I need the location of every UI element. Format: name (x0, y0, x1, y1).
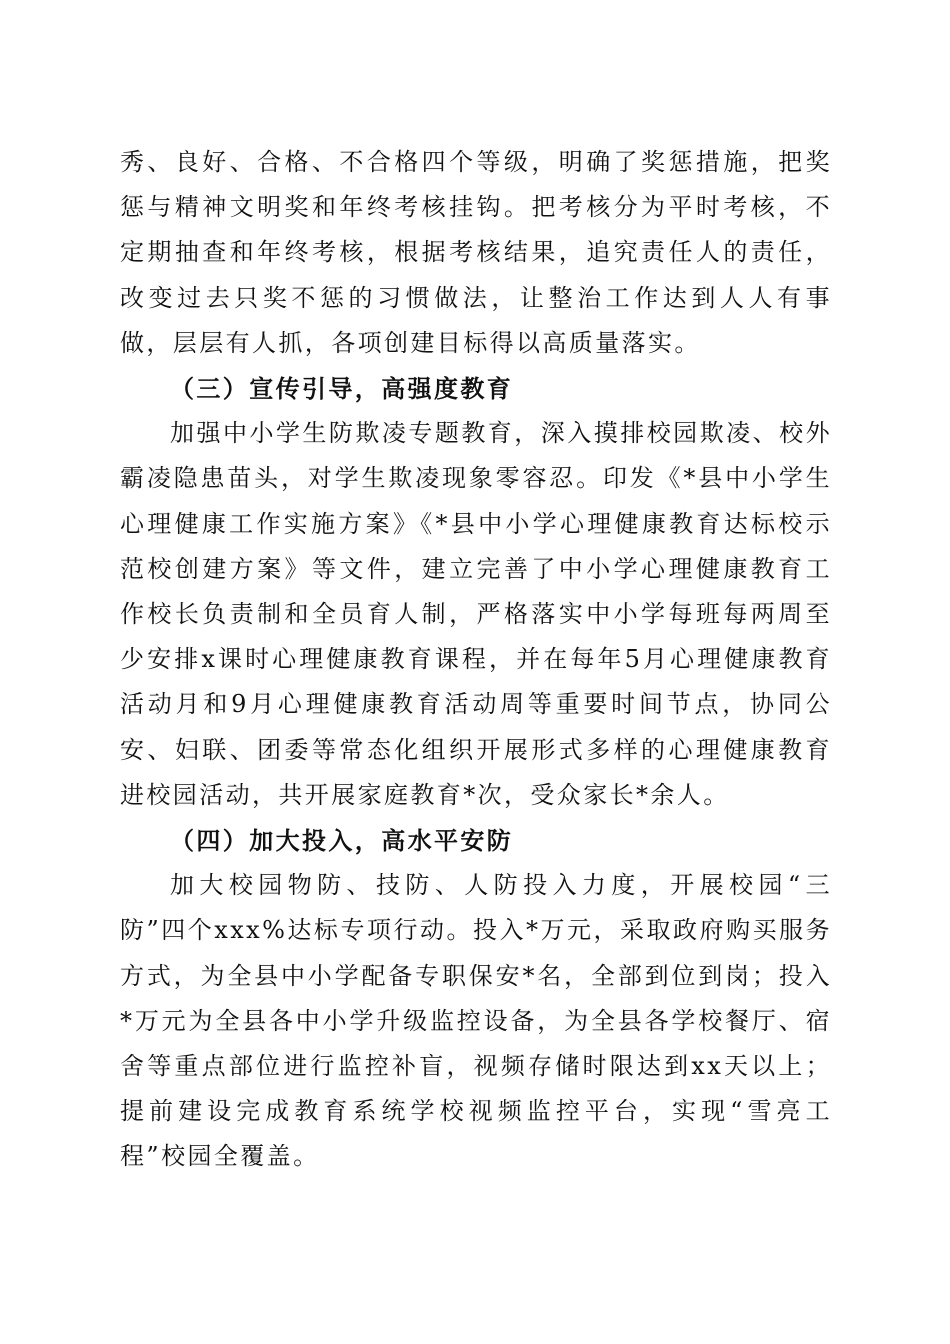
section-heading-publicity: （三）宣传引导，高强度教育 (170, 374, 514, 404)
paragraph-anti-bullying-education: 加强中小学生防欺凌专题教育，深入摸排校园欺凌、校外霸凌隐患苗头，对学生欺凌现象零容忍。印发《*县中小学生心理健康工作实施方案》《*县中小学心理健康教育达标校示范校创建方案》等文件，建立完善了中小学心理健康教育工作校长负责制和全员育人制，严格落实中小学每班每两周至少安排x课时心理健康教育课程，并在每年5月心理健康教育活动月和9月心理健康教育活动周等重要时间节点，协同公安、妇联、团委等常态化组织开展形式多样的心理健康教育进校园活动，共开展家庭教育*次，受众家长*余人。 (120, 419, 832, 809)
document-body (120, 140, 832, 1180)
section-heading-investment: （四）加大投入，高水平安防 (170, 826, 514, 856)
paragraph-security-investment: 加大校园物防、技防、人防投入力度，开展校园“三防”四个xxx%达标专项行动。投入*万元，采取政府购买服务方式，为全县中小学配备专职保安*名，全部到位到岗；投入*万元为全县各中小学升级监控设备，为全县各学校餐厅、宿舍等重点部位进行监控补盲，视频存储时限达到xx天以上；提前建设完成教育系统学校视频监控平台，实现“雪亮工程”校园全覆盖。 (120, 871, 832, 1171)
paragraph-continued-assessment: 秀、良好、合格、不合格四个等级，明确了奖惩措施，把奖惩与精神文明奖和年终考核挂钩。把考核分为平时考核，不定期抽查和年终考核，根据考核结果，追究责任人的责任，改变过去只奖不惩的习惯做法，让整治工作达到人人有事做，层层有人抓，各项创建目标得以高质量落实。 (120, 148, 832, 357)
